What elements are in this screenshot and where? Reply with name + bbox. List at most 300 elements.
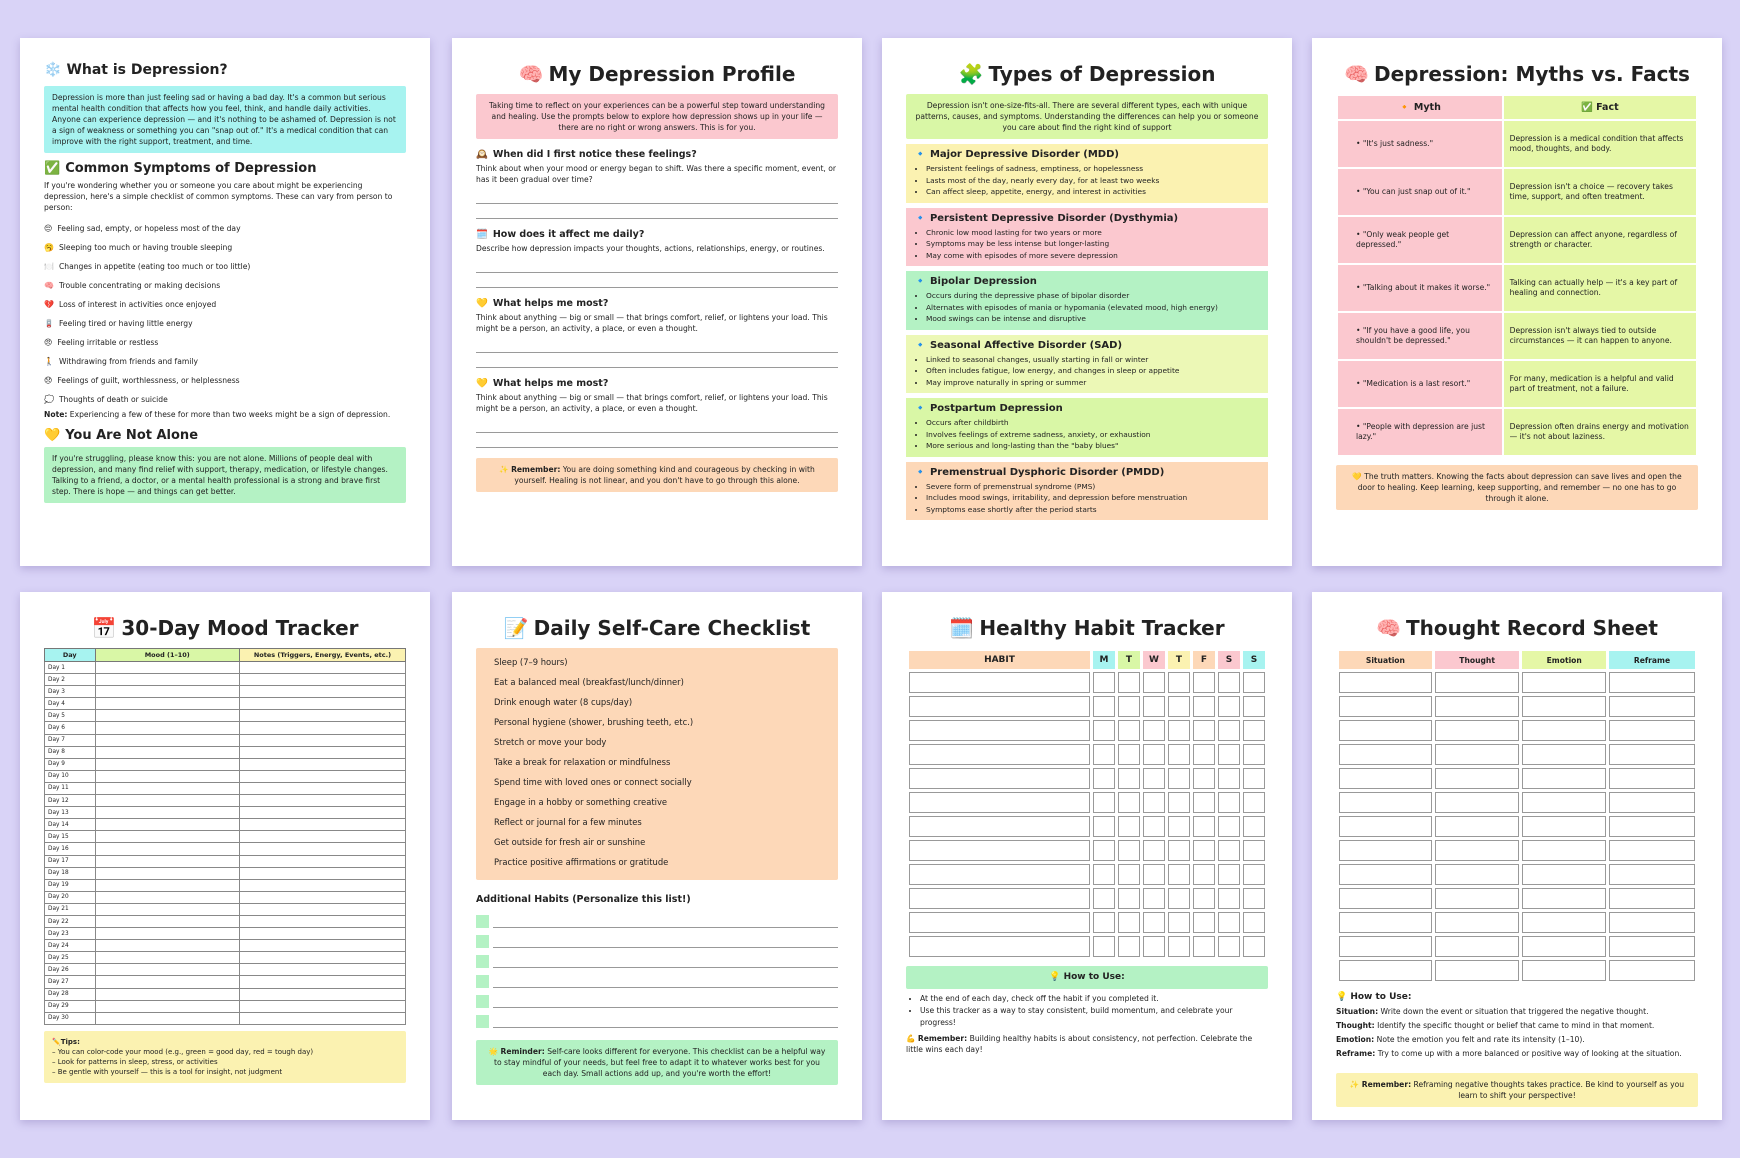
record-cell[interactable] [1339,840,1432,861]
record-cell[interactable] [1609,888,1695,909]
mood-cell[interactable] [95,807,239,819]
notes-cell[interactable] [239,819,405,831]
mood-cell[interactable] [95,734,239,746]
notes-cell[interactable] [239,928,405,940]
notes-cell[interactable] [239,795,405,807]
check-cell[interactable] [1118,936,1140,957]
mood-cell[interactable] [95,698,239,710]
check-cell[interactable] [1143,792,1165,813]
notes-cell[interactable] [239,807,405,819]
mood-cell[interactable] [95,952,239,964]
page-depression-profile [452,38,862,566]
check-cell[interactable] [1093,816,1115,837]
check-cell[interactable] [1143,720,1165,741]
check-cell[interactable] [1243,912,1265,933]
notes-cell[interactable] [239,734,405,746]
type-name: 🔹 Major Depressive Disorder (MDD) [914,149,1119,160]
record-cell[interactable] [1435,792,1520,813]
habit-line[interactable] [493,1015,838,1028]
answer-line[interactable] [476,273,838,288]
check-cell[interactable] [1118,840,1140,861]
table-row [1339,768,1695,789]
check-cell[interactable] [1093,792,1115,813]
check-cell[interactable] [1193,672,1215,693]
check-cell[interactable] [1193,888,1215,909]
sparkle-icon: ✨ [499,465,512,474]
record-cell[interactable] [1339,888,1432,909]
record-cell[interactable] [1609,816,1695,837]
record-cell[interactable] [1522,840,1606,861]
record-cell[interactable] [1435,960,1520,981]
brain-icon: 🧠 [1344,62,1369,86]
habit-cell[interactable] [909,912,1090,933]
check-cell[interactable] [1218,696,1240,717]
mood-cell[interactable] [95,964,239,976]
notes-cell[interactable] [239,1012,405,1024]
record-cell[interactable] [1609,696,1695,717]
record-cell[interactable] [1435,744,1520,765]
record-cell[interactable] [1339,816,1432,837]
check-cell[interactable] [1218,912,1240,933]
day-header: S [1243,651,1265,669]
check-cell[interactable] [1168,768,1190,789]
table-row [909,744,1265,765]
notes-cell[interactable] [239,867,405,879]
question-desc: Think about anything — big or small — that brings comfort, relief, or lightens your load. This might be a person, an activity, a place, or even a thought. [476,313,828,333]
answer-line[interactable] [476,338,838,353]
record-cell[interactable] [1609,720,1695,741]
record-cell[interactable] [1339,720,1432,741]
type-list [906,144,1268,520]
notes-cell[interactable] [239,831,405,843]
check-cell[interactable] [1193,936,1215,957]
fact-cell: Depression is a medical condition that affects mood, thoughts, and body. [1503,120,1697,168]
record-cell[interactable] [1339,960,1432,981]
symptom-item [44,333,406,352]
check-cell[interactable] [1243,696,1265,717]
habit-line[interactable] [493,975,838,988]
record-cell[interactable] [1522,672,1606,693]
check-cell[interactable] [1093,912,1115,933]
check-cell[interactable] [1118,696,1140,717]
record-cell[interactable] [1522,912,1606,933]
answer-line[interactable] [476,433,838,448]
check-cell[interactable] [1118,888,1140,909]
table-row [45,758,406,770]
record-cell[interactable] [1522,864,1606,885]
mood-cell[interactable] [95,988,239,1000]
notes-cell[interactable] [239,686,405,698]
type-point: • May come with episodes of more severe depression [926,250,1260,262]
record-cell[interactable] [1522,744,1606,765]
type-name: 🔹 Seasonal Affective Disorder (SAD) [914,339,1123,351]
check-cell[interactable] [1143,864,1165,885]
page-what-is-depression [20,38,430,566]
check-cell[interactable] [1168,888,1190,909]
day-cell: Day 14 [45,819,96,831]
mood-cell[interactable] [95,831,239,843]
table-row [909,936,1265,957]
check-cell[interactable] [1218,720,1240,741]
mood-cell[interactable] [95,782,239,794]
type-point: • More serious and long-lasting than the "baby blues" [926,440,1260,452]
symptom-text: Feeling sad, empty, or hopeless most of the day [57,224,241,233]
table-row [1339,912,1695,933]
mood-cell[interactable] [95,879,239,891]
mood-cell[interactable] [95,674,239,686]
habit-cell[interactable] [909,696,1090,717]
checklist-item[interactable]: Stretch or move your body [494,737,607,747]
check-cell[interactable] [1193,840,1215,861]
myth-header: 🔸 Myth [1337,95,1503,120]
checklist-item[interactable]: Reflect or journal for a few minutes [494,817,642,827]
table-row [45,1000,406,1012]
mood-cell[interactable] [95,795,239,807]
check-cell[interactable] [1243,864,1265,885]
day-header: S [1218,651,1240,669]
checklist-item[interactable]: Eat a balanced meal (breakfast/lunch/dinner) [494,677,684,687]
checkbox[interactable] [476,1015,489,1028]
mood-cell[interactable] [95,843,239,855]
table-row [1339,672,1695,693]
mood-cell[interactable] [95,940,239,952]
check-cell[interactable] [1143,744,1165,765]
checklist-item[interactable]: Sleep (7–9 hours) [494,657,568,667]
check-cell[interactable] [1118,864,1140,885]
record-cell[interactable] [1339,696,1432,717]
notes-cell[interactable] [239,855,405,867]
check-cell[interactable] [1243,816,1265,837]
checklist-item[interactable]: Practice positive affirmations or gratitude [494,857,669,867]
check-cell[interactable] [1143,936,1165,957]
table-row [45,879,406,891]
record-cell[interactable] [1609,960,1695,981]
notes-cell[interactable] [239,903,405,915]
record-cell[interactable] [1339,768,1432,789]
col-header: Situation [1339,651,1432,669]
bulb-icon: 💡 [1049,972,1064,982]
check-cell[interactable] [1143,840,1165,861]
symptom-icon: 🥱 [44,243,54,252]
check-cell[interactable] [1193,744,1215,765]
check-cell[interactable] [1218,888,1240,909]
check-cell[interactable] [1243,936,1265,957]
page-myths-facts [1312,38,1722,566]
check-cell[interactable] [1168,840,1190,861]
notes-cell[interactable] [239,952,405,964]
check-cell[interactable] [1093,864,1115,885]
record-cell[interactable] [1522,720,1606,741]
check-cell[interactable] [1218,672,1240,693]
table-row [45,915,406,927]
check-cell[interactable] [1093,696,1115,717]
check-cell[interactable] [1168,864,1190,885]
table-row [45,903,406,915]
check-cell[interactable] [1093,672,1115,693]
table-row [1339,960,1695,981]
record-cell[interactable] [1339,792,1432,813]
check-cell[interactable] [1168,696,1190,717]
habit-cell[interactable] [909,768,1090,789]
table-row [1339,936,1695,957]
notes-cell[interactable] [239,674,405,686]
notes-cell[interactable] [239,988,405,1000]
checklist-item[interactable]: Drink enough water (8 cups/day) [494,697,633,707]
mood-cell[interactable] [95,770,239,782]
notes-cell[interactable] [239,1000,405,1012]
notes-cell[interactable] [239,722,405,734]
record-cell[interactable] [1609,864,1695,885]
notes-cell[interactable] [239,940,405,952]
mood-cell[interactable] [95,903,239,915]
symptoms-desc: If you're wondering whether you or someone you care about might be experiencing depression, here's a simple checklist of common symptoms. These can vary from person to person: [44,181,393,212]
record-cell[interactable] [1435,864,1520,885]
habit-cell[interactable] [909,672,1090,693]
checklist-item[interactable]: Personal hygiene (shower, brushing teeth, etc.) [494,717,694,727]
check-cell[interactable] [1093,840,1115,861]
myth-fact-table [1336,94,1698,457]
col-header: Notes (Triggers, Energy, Events, etc.) [239,649,405,662]
howto-item: Thought: Identify the specific thought or belief that came to mind in that moment. [1336,1021,1655,1030]
mood-cell[interactable] [95,915,239,927]
check-cell[interactable] [1168,720,1190,741]
day-cell: Day 29 [45,1000,96,1012]
record-cell[interactable] [1522,768,1606,789]
check-cell[interactable] [1118,672,1140,693]
type-card [906,398,1268,457]
record-cell[interactable] [1339,912,1432,933]
record-cell[interactable] [1522,816,1606,837]
checklist-item[interactable]: Get outside for fresh air or sunshine [494,837,646,847]
mood-cell[interactable] [95,722,239,734]
mood-cell[interactable] [95,746,239,758]
check-cell[interactable] [1118,792,1140,813]
notes-cell[interactable] [239,915,405,927]
check-cell[interactable] [1218,816,1240,837]
check-cell[interactable] [1243,744,1265,765]
notes-cell[interactable] [239,891,405,903]
record-cell[interactable] [1339,672,1432,693]
check-cell[interactable] [1168,816,1190,837]
check-cell[interactable] [1168,912,1190,933]
check-cell[interactable] [1243,840,1265,861]
type-point: • Persistent feelings of sadness, emptiness, or hopelessness [926,163,1260,175]
record-cell[interactable] [1522,960,1606,981]
howto-item: • Use this tracker as a way to stay consistent, build momentum, and celebrate your progress! [920,1005,1268,1029]
record-cell[interactable] [1609,672,1695,693]
table-row [45,722,406,734]
record-cell[interactable] [1435,768,1520,789]
check-cell[interactable] [1243,720,1265,741]
check-cell[interactable] [1143,672,1165,693]
answer-line[interactable] [476,258,838,273]
mood-cell[interactable] [95,710,239,722]
mood-cell[interactable] [95,928,239,940]
record-cell[interactable] [1435,672,1520,693]
habit-cell[interactable] [909,720,1090,741]
snowflake-icon: ❄️ [44,62,62,78]
habit-cell[interactable] [909,792,1090,813]
check-cell[interactable] [1143,768,1165,789]
check-cell[interactable] [1093,720,1115,741]
check-cell[interactable] [1118,912,1140,933]
record-cell[interactable] [1435,912,1520,933]
habit-cell[interactable] [909,936,1090,957]
table-row [1339,864,1695,885]
habit-header: HABIT [909,651,1090,669]
notes-cell[interactable] [239,758,405,770]
answer-line[interactable] [476,204,838,219]
check-cell[interactable] [1193,696,1215,717]
check-cell[interactable] [1143,696,1165,717]
notes-cell[interactable] [239,698,405,710]
mood-cell[interactable] [95,686,239,698]
symptom-icon: 😔 [44,224,53,233]
answer-line[interactable] [476,353,838,368]
check-cell[interactable] [1093,888,1115,909]
record-cell[interactable] [1339,936,1432,957]
check-cell[interactable] [1143,912,1165,933]
habit-cell[interactable] [909,840,1090,861]
checkbox[interactable] [476,975,489,988]
record-cell[interactable] [1435,840,1520,861]
mood-cell[interactable] [95,819,239,831]
page-title: What is Depression? [66,62,228,78]
check-cell[interactable] [1118,816,1140,837]
check-cell[interactable] [1118,720,1140,741]
habit-line[interactable] [493,955,838,968]
notes-cell[interactable] [239,662,405,674]
record-cell[interactable] [1339,744,1432,765]
habit-line[interactable] [493,995,838,1008]
notes-cell[interactable] [239,964,405,976]
check-cell[interactable] [1143,888,1165,909]
check-cell[interactable] [1243,888,1265,909]
checkbox[interactable] [476,955,489,968]
question-block [476,149,838,219]
check-cell[interactable] [1218,768,1240,789]
check-cell[interactable] [1243,792,1265,813]
reminder-box: 🌟 Reminder: Self-care looks different for everyone. This checklist can be a helpful way to stay mindful of your needs, but feel free to adapt it to whatever works best for you each day. Small actions add up, and you're worth the effort! [476,1040,838,1085]
checkbox[interactable] [476,915,489,928]
notes-cell[interactable] [239,879,405,891]
check-cell[interactable] [1193,816,1215,837]
record-cell[interactable] [1609,912,1695,933]
record-cell[interactable] [1609,936,1695,957]
record-cell[interactable] [1522,696,1606,717]
check-cell[interactable] [1193,768,1215,789]
check-cell[interactable] [1168,936,1190,957]
notes-cell[interactable] [239,710,405,722]
mood-cell[interactable] [95,976,239,988]
checkbox[interactable] [476,995,489,1008]
type-card [906,271,1268,330]
record-cell[interactable] [1435,888,1520,909]
diamond-icon: 🔸 [1398,102,1411,113]
checklist-item[interactable]: Spend time with loved ones or connect socially [494,777,692,787]
record-cell[interactable] [1435,816,1520,837]
check-cell[interactable] [1168,792,1190,813]
mood-cell[interactable] [95,867,239,879]
check-cell[interactable] [1243,768,1265,789]
day-cell: Day 10 [45,770,96,782]
record-cell[interactable] [1435,720,1520,741]
question: 💛 What helps me most? [476,378,609,389]
check-cell[interactable] [1218,864,1240,885]
answer-line[interactable] [476,189,838,204]
check-cell[interactable] [1093,936,1115,957]
check-cell[interactable] [1218,840,1240,861]
record-cell[interactable] [1609,768,1695,789]
check-cell[interactable] [1118,768,1140,789]
check-cell[interactable] [1243,672,1265,693]
record-cell[interactable] [1522,936,1606,957]
symptom-item [44,390,406,409]
check-cell[interactable] [1193,792,1215,813]
check-cell[interactable] [1193,912,1215,933]
checklist-item[interactable]: Take a break for relaxation or mindfulness [494,757,671,767]
record-cell[interactable] [1522,888,1606,909]
check-cell[interactable] [1168,744,1190,765]
habit-cell[interactable] [909,816,1090,837]
notes-cell[interactable] [239,746,405,758]
record-cell[interactable] [1609,744,1695,765]
notes-cell[interactable] [239,782,405,794]
check-cell[interactable] [1218,936,1240,957]
record-cell[interactable] [1435,696,1520,717]
mood-cell[interactable] [95,662,239,674]
check-cell[interactable] [1093,744,1115,765]
check-cell[interactable] [1118,744,1140,765]
record-cell[interactable] [1522,792,1606,813]
habit-cell[interactable] [909,744,1090,765]
answer-line[interactable] [476,418,838,433]
notes-cell[interactable] [239,770,405,782]
record-cell[interactable] [1609,792,1695,813]
table-row [45,807,406,819]
record-cell[interactable] [1339,864,1432,885]
type-point: • Mood swings can be intense and disruptive [926,313,1260,325]
check-cell[interactable] [1218,792,1240,813]
page-self-care [452,592,862,1120]
checklist-item[interactable]: Engage in a hobby or something creative [494,797,668,807]
habit-line[interactable] [493,935,838,948]
record-cell[interactable] [1435,936,1520,957]
habit-cell[interactable] [909,864,1090,885]
checkbox[interactable] [476,935,489,948]
mood-cell[interactable] [95,1000,239,1012]
mood-cell[interactable] [95,1012,239,1024]
question-list [476,149,838,448]
day-cell: Day 3 [45,686,96,698]
additional-row [476,928,838,948]
check-cell[interactable] [1143,816,1165,837]
check-cell[interactable] [1193,864,1215,885]
record-cell[interactable] [1609,840,1695,861]
check-cell[interactable] [1193,720,1215,741]
mood-cell[interactable] [95,855,239,867]
habit-cell[interactable] [909,888,1090,909]
mood-cell[interactable] [95,891,239,903]
check-cell[interactable] [1168,672,1190,693]
check-cell[interactable] [1218,744,1240,765]
notes-cell[interactable] [239,976,405,988]
check-cell[interactable] [1093,768,1115,789]
table-row [1337,168,1697,216]
habit-line[interactable] [493,915,838,928]
mood-cell[interactable] [95,758,239,770]
notes-cell[interactable] [239,843,405,855]
